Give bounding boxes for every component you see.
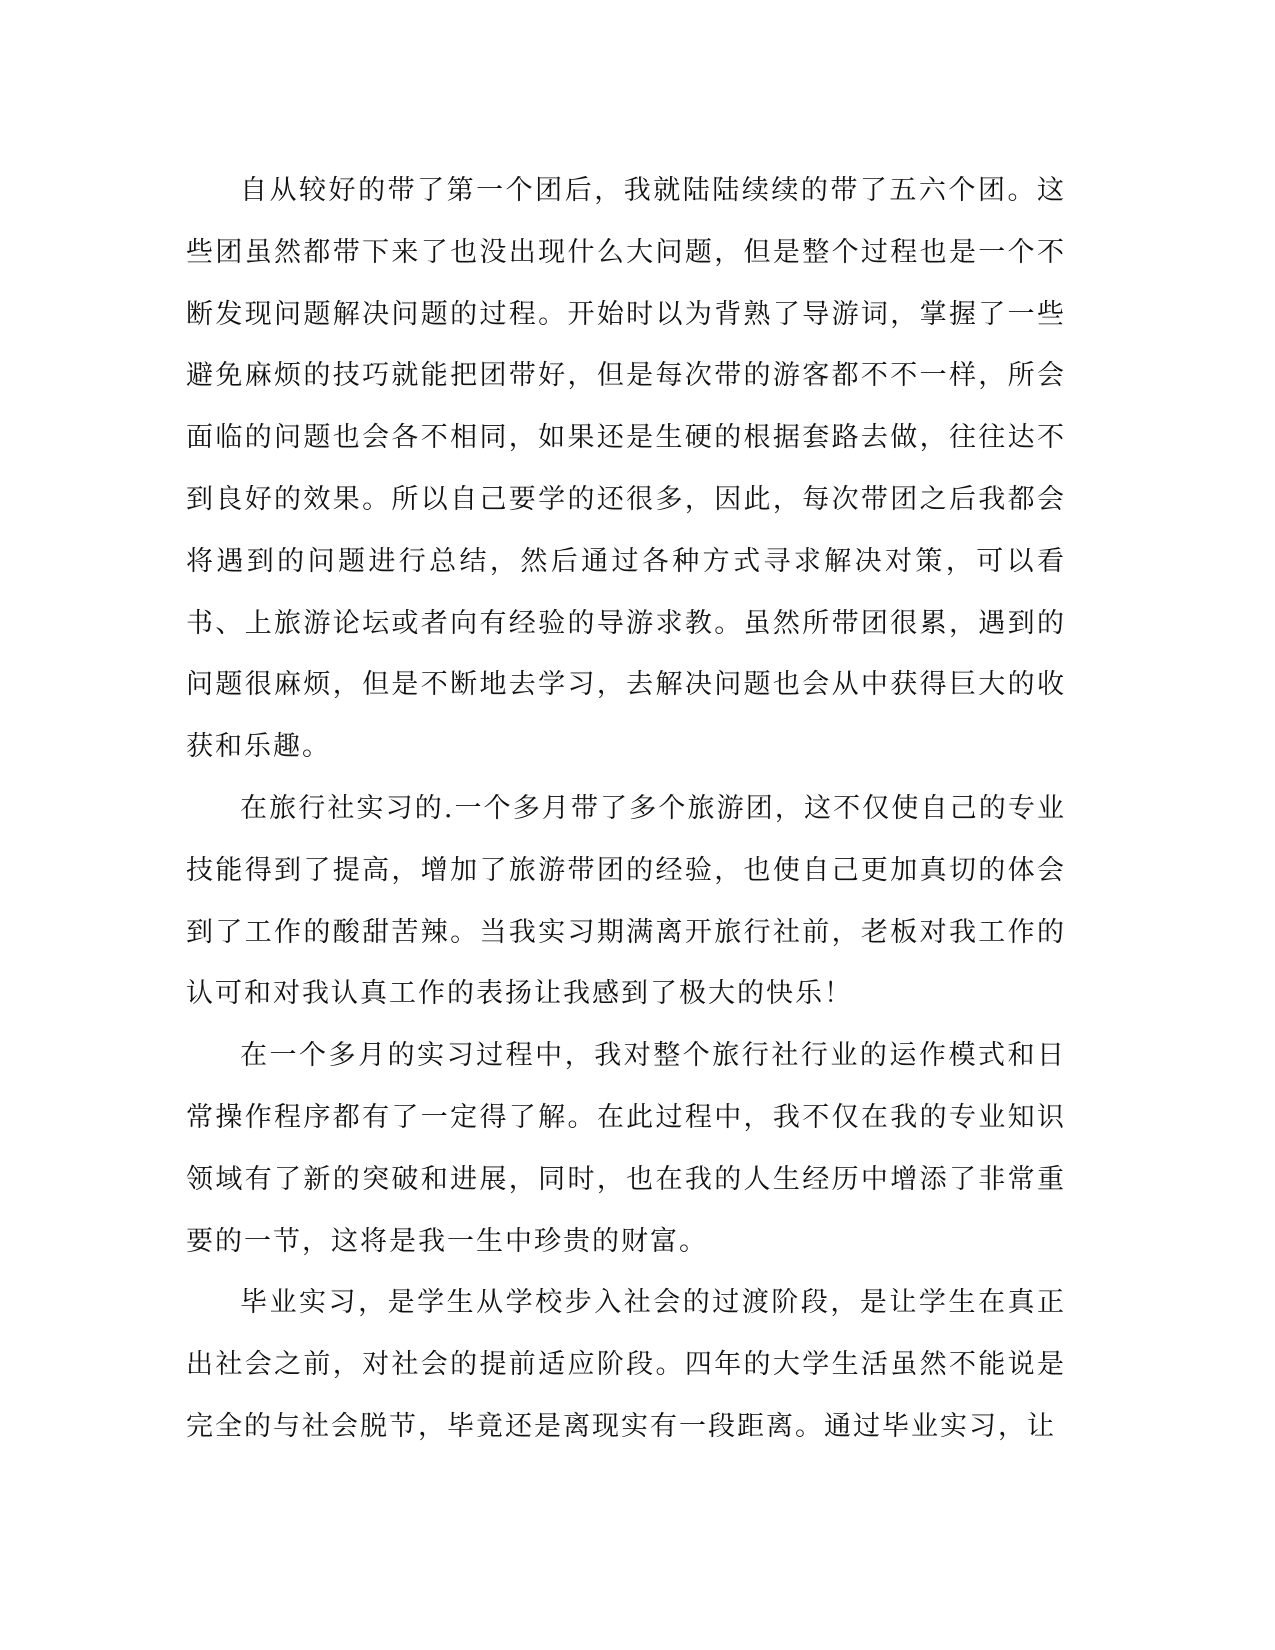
paragraph-4: 毕业实习，是学生从学校步入社会的过渡阶段，是让学生在真正出社会之前，对社会的提前适应阶段。四年的大学生活虽然不能说是完全的与社会脱节，毕竟还是离现实有一段距离。通过毕业实习，让 [186,1287,1066,1442]
paragraph-2: 在旅行社实习的.一个多月带了多个旅游团，这不仅使自己的专业技能得到了提高，增加了旅游带团的经验，也使自己更加真切的体会到了工作的酸甜苦辣。当我实习期满离开旅行社前，老板对我工作的认可和对我认真工作的表扬让我感到了极大的快乐！ [186,792,1066,1010]
paragraph-1: 自从较好的带了第一个团后，我就陆陆续续的带了五六个团。这些团虽然都带下来了也没出现什么大问题，但是整个过程也是一个不断发现问题解决问题的过程。开始时以为背熟了导游词，掌握了一些避免麻烦的技巧就能把团带好，但是每次带的游客都不不一样，所会面临的问题也会各不相同，如果还是生硬的根据套路去做，往往达不到良好的效果。所以自己要学的还很多，因此，每次带团之后我都会将遇到的问题进行总结，然后通过各种方式寻求解决对策，可以看书、上旅游论坛或者向有经验的导游求教。虽然所带团很累，遇到的问题很麻烦，但是不断地去学习，去解决问题也会从中获得巨大的收获和乐趣。 [186,175,1066,763]
document-body [186,160,1066,1458]
paragraph-3: 在一个多月的实习过程中，我对整个旅行社行业的运作模式和日常操作程序都有了一定得了解。在此过程中，我不仅在我的专业知识领域有了新的突破和进展，同时，也在我的人生经历中增添了非常重要的一节，这将是我一生中珍贵的财富。 [186,1040,1066,1257]
